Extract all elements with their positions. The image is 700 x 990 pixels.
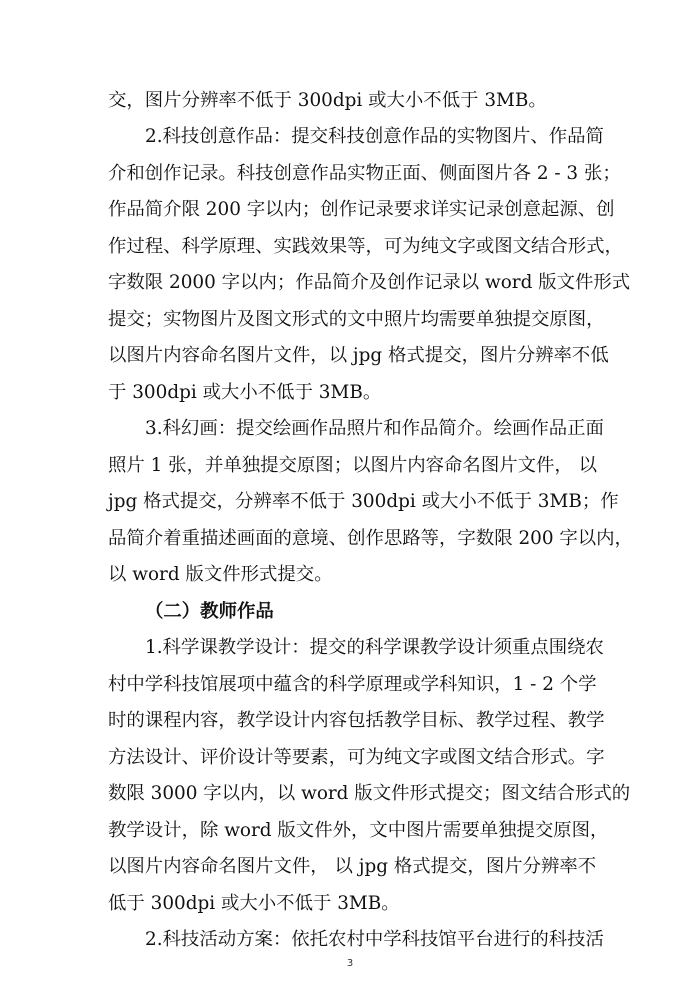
text-line: 数限 3000 字以内，以 word 版文件形式提交；图文结合形式的 bbox=[108, 783, 631, 804]
text-line: 介和创作记录。科技创意作品实物正面、侧面图片各 2 - 3 张； bbox=[108, 163, 621, 184]
text-line: 1.科学课教学设计：提交的科学课教学设计须重点围绕农 bbox=[145, 637, 604, 658]
text-line: 提交；实物图片及图文形式的文中照片均需要单独提交原图， bbox=[108, 309, 605, 330]
text-line: 教学设计，除 word 版文件外，文中图片需要单独提交原图， bbox=[108, 820, 609, 841]
text-line: 村中学科技馆展项中蕴含的科学原理或学科知识，1 - 2 个学 bbox=[108, 674, 597, 695]
text-line: 低于 300dpi 或大小不低于 3MB。 bbox=[108, 893, 400, 914]
text-line: 照片 1 张，并单独提交原图；以图片内容命名图片文件， 以 bbox=[108, 455, 598, 476]
section-heading: （二）教师作品 bbox=[145, 601, 274, 622]
text-line: 以图片内容命名图片文件，以 jpg 格式提交，图片分辨率不低 bbox=[108, 345, 609, 366]
text-line: 品简介着重描述画面的意境、创作思路等，字数限 200 字以内， bbox=[108, 528, 633, 549]
text-line: 以图片内容命名图片文件， 以 jpg 格式提交，图片分辨率不 bbox=[108, 856, 597, 877]
text-line: 字数限 2000 字以内；作品简介及创作记录以 word 版文件形式 bbox=[108, 272, 631, 293]
text-line: 3.科幻画：提交绘画作品照片和作品简介。绘画作品正面 bbox=[145, 418, 604, 439]
page-number: 3 bbox=[346, 958, 354, 969]
text-line: 于 300dpi 或大小不低于 3MB。 bbox=[108, 382, 382, 403]
text-line: jpg 格式提交，分辨率不低于 300dpi 或大小不低于 3MB；作 bbox=[108, 491, 619, 512]
text-line: 作品简介限 200 字以内；创作记录要求详实记录创意起源、创 bbox=[108, 199, 615, 220]
text-line: 2.科技活动方案：依托农村中学科技馆平台进行的科技活 bbox=[145, 929, 604, 950]
text-line: 以 word 版文件形式提交。 bbox=[108, 564, 333, 585]
text-line: 时的课程内容，教学设计内容包括教学目标、教学过程、教学 bbox=[108, 710, 605, 731]
text-line: 交，图片分辨率不低于 300dpi 或大小不低于 3MB。 bbox=[108, 90, 547, 111]
text-line: 作过程、科学原理、实践效果等，可为纯文字或图文结合形式， bbox=[108, 236, 623, 257]
text-line: 2.科技创意作品：提交科技创意作品的实物图片、作品简 bbox=[145, 126, 604, 147]
text-line: 方法设计、评价设计等要素，可为纯文字或图文结合形式。字 bbox=[108, 747, 605, 768]
